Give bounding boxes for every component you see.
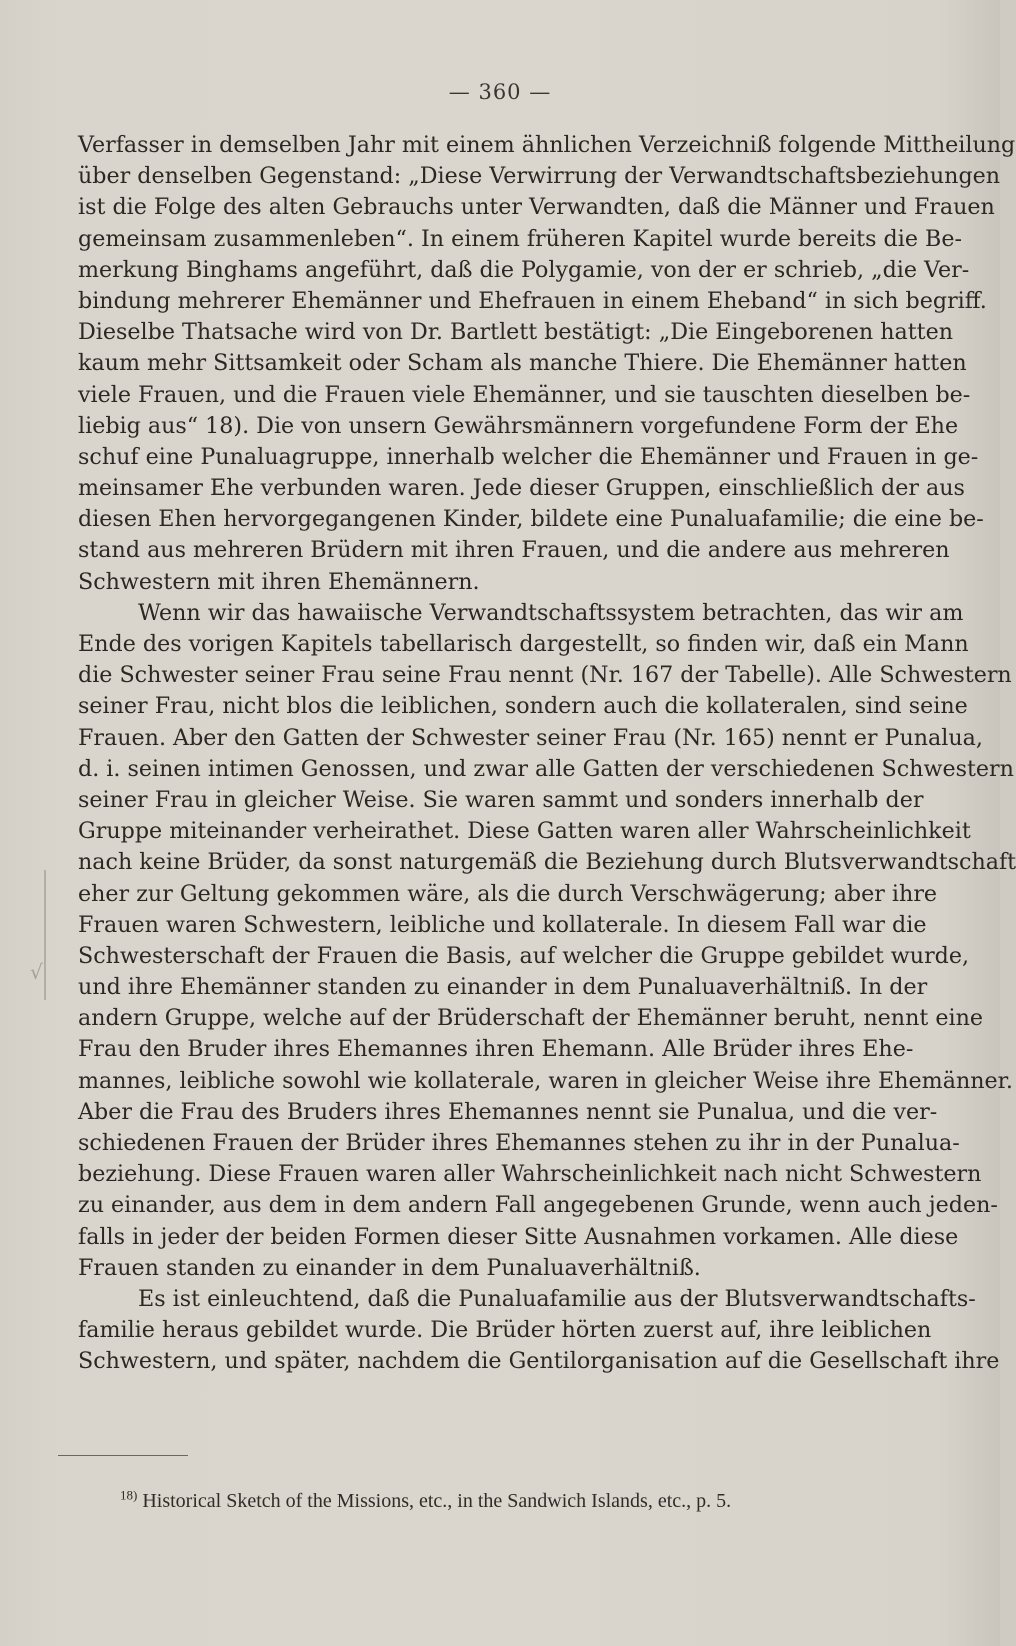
text-line: Ende des vorigen Kapitels tabellarisch dargestellt, so finden wir, daß ein Mann bbox=[78, 631, 969, 657]
margin-pencil-mark bbox=[44, 870, 46, 1000]
text-line: die Schwester seiner Frau seine Frau nennt (Nr. 167 der Tabelle). Alle Schwestern bbox=[78, 662, 1012, 689]
text-line: über denselben Gegenstand: „Diese Verwirrung der Verwandtschaftsbeziehungen bbox=[78, 163, 1001, 190]
text-line: familie heraus gebildet wurde. Die Brüder hörten zuerst auf, ihre leiblichen bbox=[78, 1317, 932, 1344]
paragraph bbox=[78, 598, 1016, 1284]
text-line: ist die Folge des alten Gebrauchs unter Verwandten, daß die Männer und Frauen bbox=[78, 194, 995, 221]
text-line: und ihre Ehemänner standen zu einander in dem Punaluaverhältniß. In der bbox=[78, 974, 928, 1001]
text-line: meinsamer Ehe verbunden waren. Jede dieser Gruppen, einschließlich der aus bbox=[78, 475, 965, 502]
text-line: seiner Frau, nicht blos die leiblichen, sondern auch die kollateralen, sind seine bbox=[78, 693, 968, 720]
text-line: Wenn wir das hawaiische Verwandtschaftssystem betrachten, das wir am bbox=[138, 599, 964, 626]
page-number: — 360 — bbox=[448, 80, 552, 104]
text-line: Schwestern, und später, nachdem die Gentilorganisation auf die Gesellschaft ihre bbox=[78, 1348, 1000, 1375]
text-line: kaum mehr Sittsamkeit oder Scham als manche Thiere. Die Ehemänner hatten bbox=[78, 350, 967, 377]
footnote bbox=[120, 1487, 880, 1513]
paragraph bbox=[78, 1284, 1000, 1378]
text-line: eher zur Geltung gekommen wäre, als die durch Verschwägerung; aber ihre bbox=[78, 880, 938, 907]
margin-check-mark: √ bbox=[30, 960, 43, 984]
footnote-divider bbox=[58, 1455, 188, 1456]
footnote-marker: 18) bbox=[120, 1487, 138, 1503]
text-line: Schwesterschaft der Frauen die Basis, auf welcher die Gruppe gebildet wurde, bbox=[78, 942, 970, 969]
text-line: stand aus mehreren Brüdern mit ihren Frauen, und die andere aus mehreren bbox=[78, 537, 950, 564]
text-line: schiedenen Frauen der Brüder ihres Ehemannes stehen zu ihr in der Punalua- bbox=[78, 1130, 960, 1156]
text-line: merkung Binghams angeführt, daß die Polygamie, von der er schrieb, „die Ver- bbox=[78, 256, 970, 283]
text-line: diesen Ehen hervorgegangenen Kinder, bildete eine Punaluafamilie; die eine be- bbox=[78, 506, 984, 533]
text-line: Gruppe miteinander verheirathet. Diese Gatten waren aller Wahrscheinlichkeit bbox=[78, 818, 971, 845]
text-line: d. i. seinen intimen Genossen, und zwar alle Gatten der verschiedenen Schwestern bbox=[78, 755, 1014, 782]
text-line: nach keine Brüder, da sonst naturgemäß die Beziehung durch Blutsverwandtschaft bbox=[78, 849, 1016, 876]
text-line: liebig aus“ 18). Die von unsern Gewährsmännern vorgefundene Form der Ehe bbox=[78, 412, 959, 439]
text-line: bindung mehrerer Ehemänner und Ehefrauen in einem Eheband“ in sich begriff. bbox=[78, 287, 987, 314]
text-line: Frauen. Aber den Gatten der Schwester seiner Frau (Nr. 165) nennt er Punalua, bbox=[78, 724, 983, 751]
text-line: seiner Frau in gleicher Weise. Sie waren sammt und sonders innerhalb der bbox=[78, 786, 924, 813]
text-line: gemeinsam zusammenleben“. In einem früheren Kapitel wurde bereits die Be- bbox=[78, 225, 962, 252]
text-line: viele Frauen, und die Frauen viele Ehemänner, und sie tauschten dieselben be- bbox=[78, 381, 971, 408]
text-line: Frauen waren Schwestern, leibliche und kollaterale. In diesem Fall war die bbox=[78, 911, 927, 938]
text-line: Schwestern mit ihren Ehemännern. bbox=[78, 568, 480, 595]
text-line: Dieselbe Thatsache wird von Dr. Bartlett bestätigt: „Die Eingeborenen hatten bbox=[78, 319, 954, 346]
text-line: schuf eine Punaluagruppe, innerhalb welcher die Ehemänner und Frauen in ge- bbox=[78, 443, 979, 470]
paragraph bbox=[78, 130, 1016, 598]
text-line: Frau den Bruder ihres Ehemannes ihren Ehemann. Alle Brüder ihres Ehe- bbox=[78, 1036, 914, 1063]
text-line: andern Gruppe, welche auf der Brüderschaft der Ehemänner beruht, nennt eine bbox=[78, 1005, 984, 1032]
text-line: Aber die Frau des Bruders ihres Ehemannes nennt sie Punalua, und die ver- bbox=[78, 1098, 938, 1125]
footnote-text: Historical Sketch of the Missions, etc., in the Sandwich Islands, etc., p. 5. bbox=[142, 1490, 732, 1512]
text-line: Frauen standen zu einander in dem Punaluaverhältniß. bbox=[78, 1254, 701, 1281]
text-line: beziehung. Diese Frauen waren aller Wahrscheinlichkeit nach nicht Schwestern bbox=[78, 1161, 982, 1188]
text-line: Es ist einleuchtend, daß die Punaluafamilie aus der Blutsverwandtschafts- bbox=[138, 1285, 976, 1312]
text-line: falls in jeder der beiden Formen dieser Sitte Ausnahmen vorkamen. Alle diese bbox=[78, 1223, 959, 1250]
body-text bbox=[78, 130, 1016, 1378]
text-line: zu einander, aus dem in dem andern Fall angegebenen Grunde, wenn auch jeden- bbox=[78, 1192, 998, 1219]
text-line: mannes, leibliche sowohl wie kollaterale, waren in gleicher Weise ihre Ehemänner. bbox=[78, 1067, 1013, 1094]
text-line: Verfasser in demselben Jahr mit einem ähnlichen Verzeichniß folgende Mittheilung bbox=[78, 132, 1016, 158]
